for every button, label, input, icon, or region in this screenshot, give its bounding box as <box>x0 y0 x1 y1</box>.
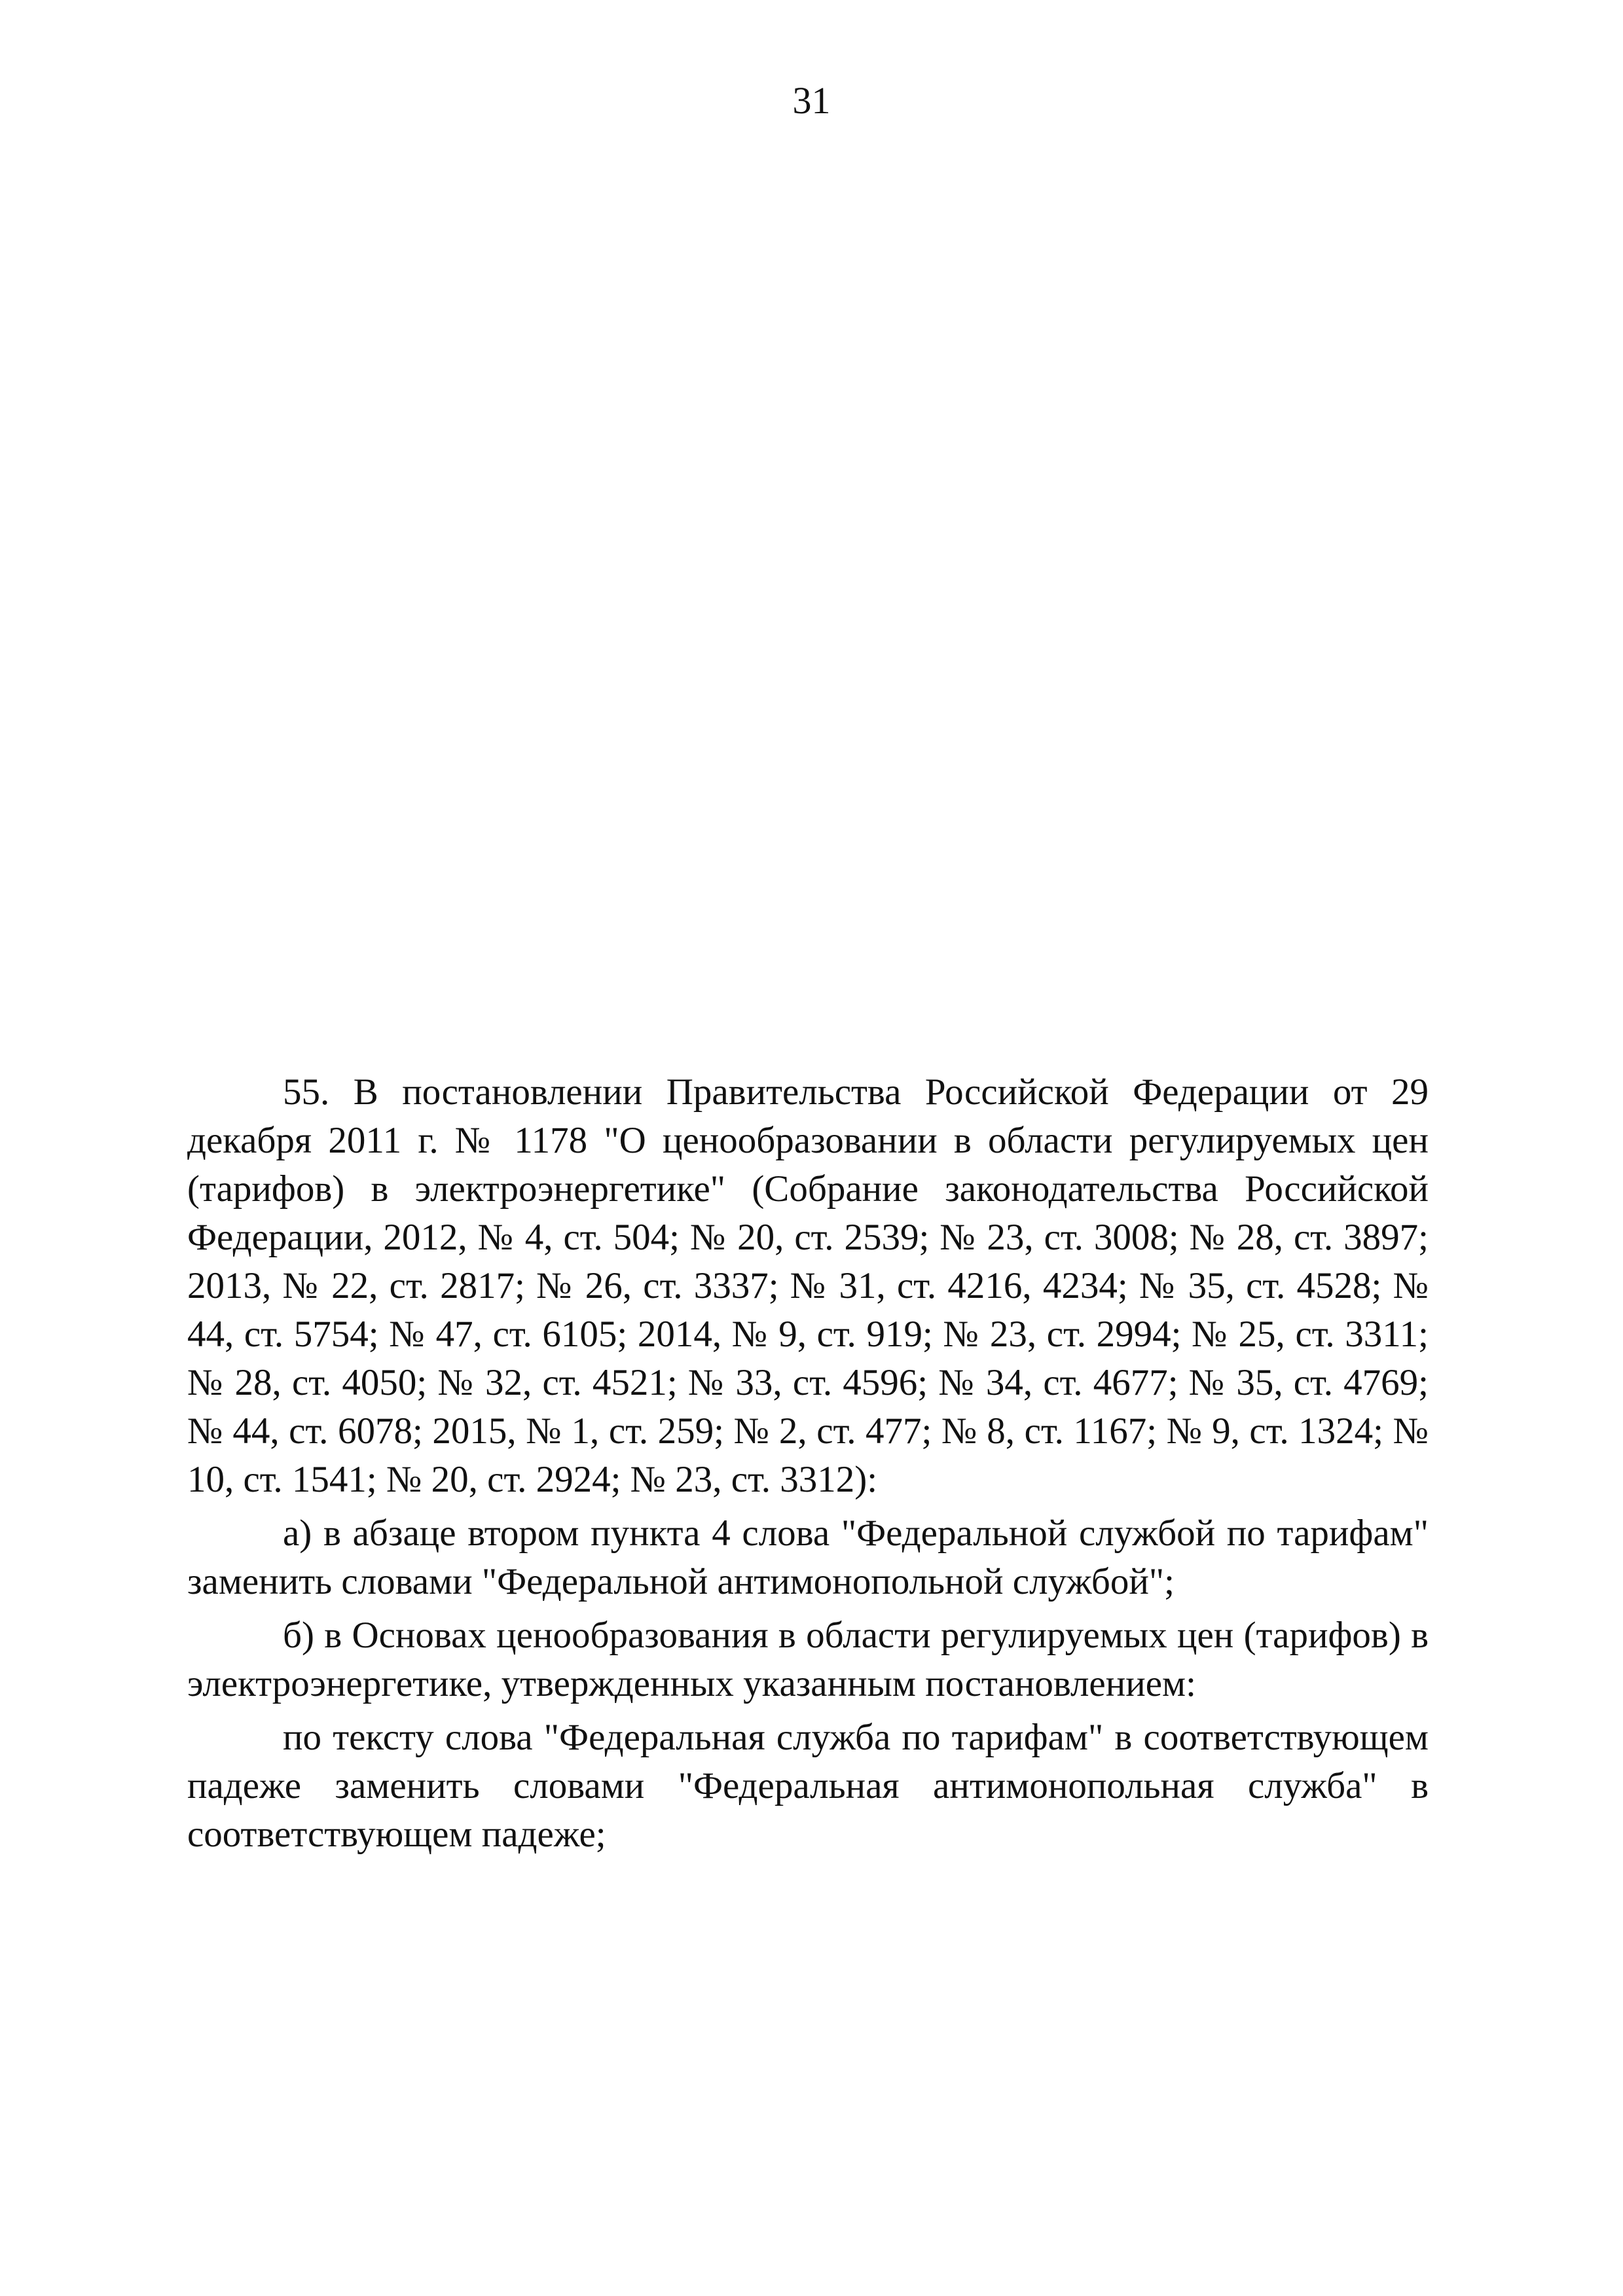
paragraph-55-intro: 55. В постановлении Правительства Российской Федерации от 29 декабря 2011 г. № 1178 "О ценообразовании в области регулируемых цен (тарифов) в электроэнергетике" (Собрание законодательства Российской Федерации, 2012, № 4, ст. 504; № 20, ст. 2539; № 23, ст. 3008; № 28, ст. 3897; 2013, № 22, ст. 2817; № 26, ст. 3337; № 31, ст. 4216, 4234; № 35, ст. 4528; № 44, ст. 5754; № 47, ст. 6105; 2014, № 9, ст. 919; № 23, ст. 2994; № 25, ст. 3311; № 28, ст. 4050; № 32, ст. 4521; № 33, ст. 4596; № 34, ст. 4677; № 35, ст. 4769; № 44, ст. 6078; 2015, № 1, ст. 259; № 2, ст. 477; № 8, ст. 1167; № 9, ст. 1324; № 10, ст. 1541; № 20, ст. 2924; № 23, ст. 3312): <box>187 1071 1429 1500</box>
paragraph-item-b-text: по тексту слова "Федеральная служба по тарифам" в соответствующем падеже заменить словами "Федеральная антимонопольная служба" в соответствующем падеже; <box>187 1717 1429 1855</box>
paragraph-item-a: а) в абзаце втором пункта 4 слова "Федеральной службой по тарифам" заменить словами "Федеральной антимонопольной службой"; <box>187 1513 1429 1602</box>
document-body <box>187 1068 1429 1859</box>
paragraph-item-b: б) в Основах ценообразования в области регулируемых цен (тарифов) в электроэнергетике, утвержденных указанным постановлением: <box>187 1615 1429 1704</box>
page-number: 31 <box>792 79 831 122</box>
